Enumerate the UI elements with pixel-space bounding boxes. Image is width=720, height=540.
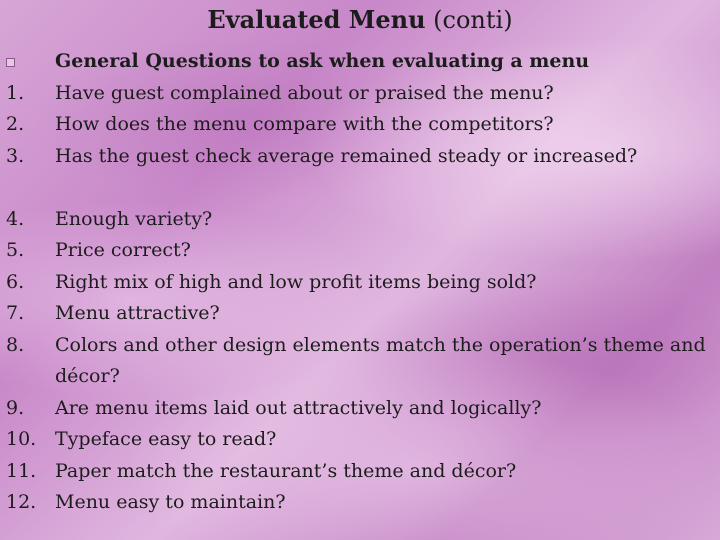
list-header (6, 46, 714, 78)
list-item-number: 12. (6, 491, 37, 513)
list-item (6, 424, 714, 456)
list-item-number: 9. (6, 396, 25, 419)
list-item (6, 487, 714, 519)
list-item-text: Paper match the restaurant’s theme and décor? (55, 459, 517, 482)
list-item-number: 2. (6, 113, 25, 135)
square-bullet-icon (6, 58, 15, 67)
list-item (6, 393, 714, 425)
list-item-number: 3. (6, 144, 25, 167)
question-list (6, 46, 714, 519)
list-item-number: 4. (6, 207, 25, 230)
list-item (6, 235, 714, 267)
list-item-number: 7. (6, 302, 25, 324)
list-item (6, 109, 714, 141)
list-item-number: 5. (6, 239, 25, 261)
list-item-text: Colors and other design elements match the operation’s theme and décor? (55, 333, 706, 387)
list-item-text: How does the menu compare with the competitors? (55, 113, 554, 135)
slide-title-suffix: (conti) (425, 6, 513, 34)
list-item-text: Have guest complained about or praised the menu? (55, 81, 554, 104)
list-item-number: 1. (6, 81, 25, 104)
list-item (6, 456, 714, 488)
list-item (6, 330, 714, 393)
list-item-text: Menu attractive? (55, 302, 220, 324)
list-item-text: Has the guest check average remained steady or increased? (55, 144, 638, 167)
list-item (6, 267, 714, 299)
list-item (6, 78, 714, 110)
slide-title (0, 5, 720, 35)
list-item-text: Are menu items laid out attractively and logically? (55, 396, 542, 419)
list-item-number: 8. (6, 333, 25, 356)
list-item-number: 10. (6, 428, 37, 450)
list-header-text: General Questions to ask when evaluating a menu (55, 50, 590, 72)
list-item-number: 11. (6, 459, 37, 482)
list-item-text: Menu easy to maintain? (55, 491, 286, 513)
list-item-number: 6. (6, 270, 25, 293)
list-item-text: Enough variety? (55, 207, 213, 230)
list-header-bullet (6, 46, 48, 78)
list-item-text: Right mix of high and low profit items being sold? (55, 270, 537, 293)
list-item (6, 298, 714, 330)
list-item-text: Typeface easy to read? (55, 428, 277, 450)
list-item (6, 141, 714, 204)
list-item-text: Price correct? (55, 239, 191, 261)
list-item (6, 204, 714, 236)
slide-title-main: Evaluated Menu (207, 5, 426, 34)
